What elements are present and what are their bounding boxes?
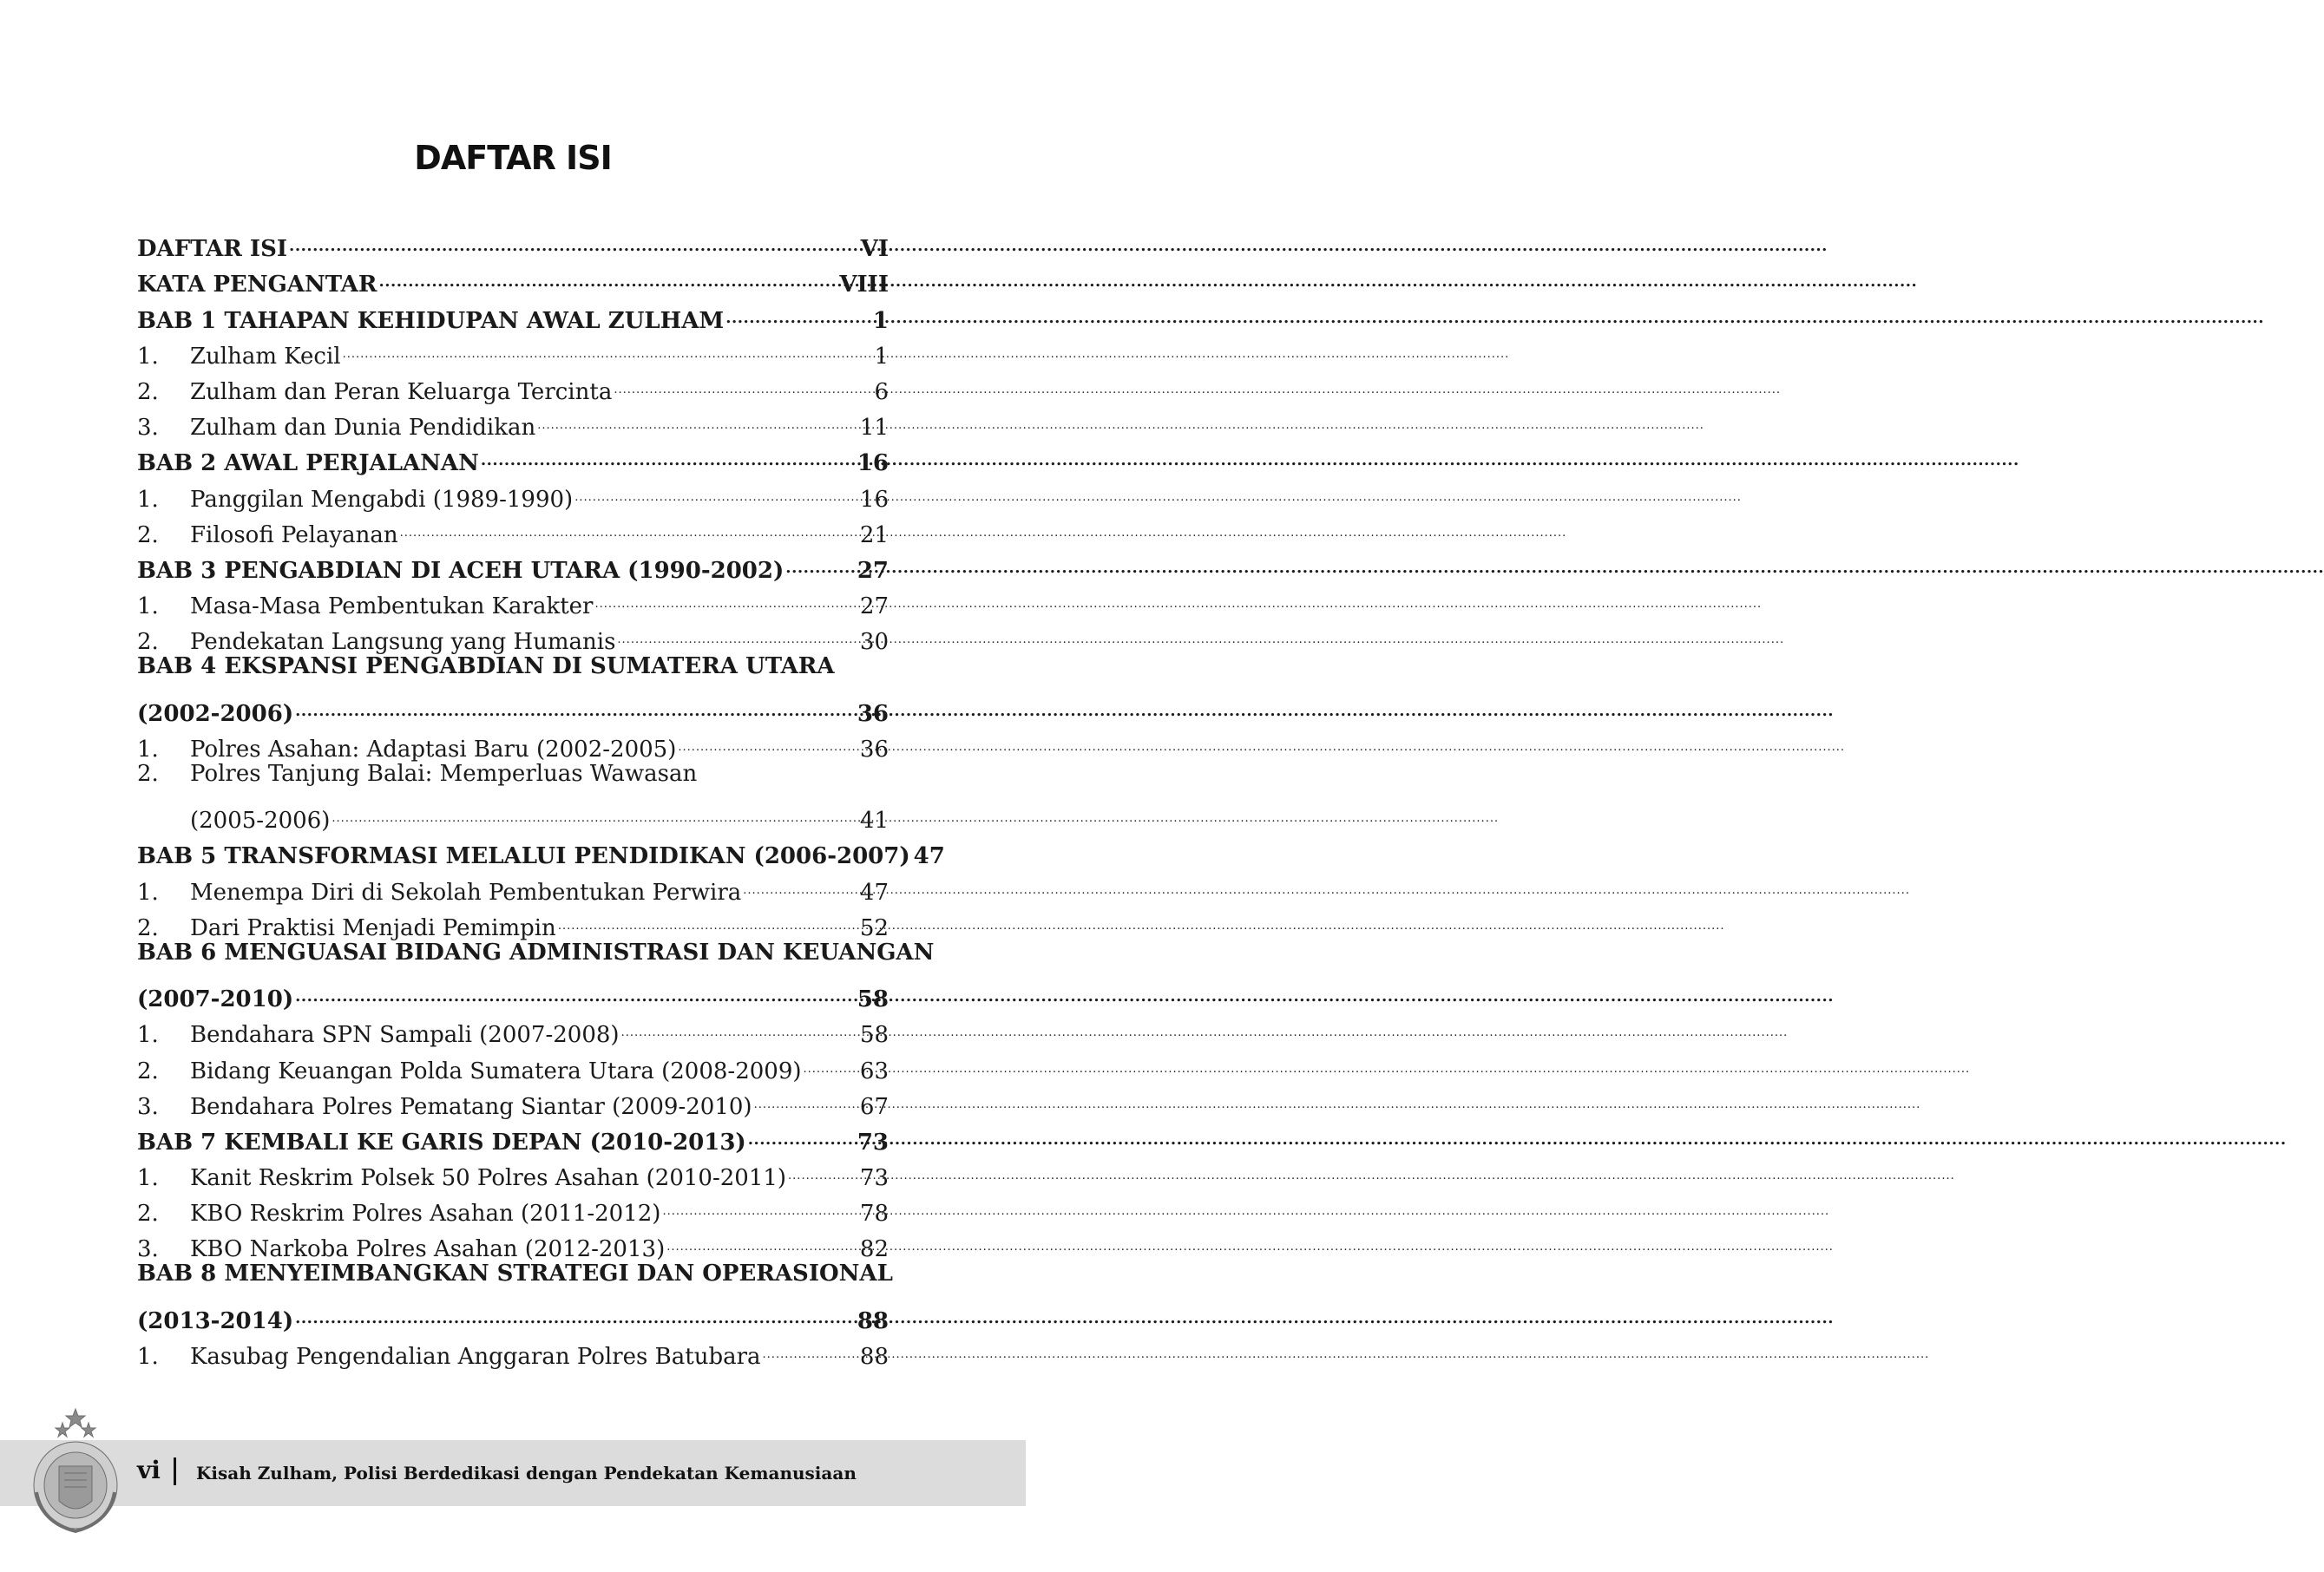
toc-entry-title: Zulham Kecil (190, 343, 341, 370)
toc-entry-title: Polres Asahan: Adaptasi Baru (2002-2005) (190, 736, 677, 763)
toc-leader-dots (748, 1114, 856, 1150)
toc-chapter-entry[interactable] (137, 220, 889, 263)
toc-leader-dots (481, 435, 856, 470)
toc-leader-dots (558, 900, 858, 935)
police-emblem-icon (24, 1405, 127, 1536)
toc-section-entry[interactable] (137, 792, 889, 835)
toc-leader-dots (295, 1293, 856, 1328)
toc-page-number: 67 (859, 1093, 889, 1120)
toc-entry-title: Bidang Keuangan Polda Sumatera Utara (2008-2009) (190, 1058, 802, 1084)
toc-entry-number: 3. (137, 1093, 159, 1120)
toc-leader-dots (614, 364, 872, 399)
toc-page-number: 21 (859, 521, 889, 548)
toc-leader-dots (378, 256, 837, 291)
toc-chapter-entry[interactable] (137, 971, 889, 1013)
toc-leader-dots (754, 1078, 858, 1114)
toc-page-number: 58 (859, 1022, 889, 1049)
toc-page-number: 88 (857, 1307, 889, 1334)
toc-entry-title: Pendekatan Langsung yang Humanis (190, 629, 616, 656)
toc-entry-title: BAB 3 PENGABDIAN DI ACEH UTARA (1990-2002) (137, 557, 785, 584)
toc-entry-title: (2007-2010) (137, 986, 294, 1013)
toc-page-number: 41 (859, 808, 889, 835)
toc-entry-title: BAB 2 AWAL PERJALANAN (137, 450, 479, 477)
toc-page-number: VI (860, 236, 889, 263)
toc-leader-dots (594, 578, 857, 613)
toc-page-number: 36 (857, 700, 889, 727)
toc-entry-title: BAB 1 TAHAPAN KEHIDUPAN AWAL ZULHAM (137, 307, 725, 334)
toc-entry-number: 2. (137, 760, 159, 787)
toc-entry-title: BAB 8 MENYEIMBANGKAN STRATEGI DAN OPERASIONAL (137, 1261, 893, 1287)
toc-entry-number: 1. (137, 593, 159, 620)
toc-chapter-entry[interactable] (137, 1293, 889, 1334)
toc-entry-number: 2. (137, 1201, 159, 1228)
toc-entry-title: Bendahara Polres Pematang Siantar (2009-2010) (190, 1093, 752, 1120)
toc-entry-number: 3. (137, 1236, 159, 1263)
toc-page-number: 36 (859, 736, 889, 763)
toc-leader-dots (804, 1042, 858, 1077)
toc-page-number: 27 (859, 593, 889, 620)
toc-entry-number: 1. (137, 1022, 159, 1049)
toc-page-number: 47 (913, 843, 945, 870)
toc-page-number: 47 (859, 879, 889, 906)
toc-page-number: 1 (872, 307, 889, 334)
toc-entry-number: 1. (137, 486, 159, 513)
toc-chapter-entry[interactable] (137, 684, 889, 727)
toc-entry-number: 2. (137, 378, 159, 405)
toc-chapter-entry[interactable] (137, 649, 889, 684)
toc-page-number: VIII (839, 272, 889, 298)
toc-entry-number: 1. (137, 343, 159, 370)
toc-entry-title: Dari Praktisi Menjadi Pemimpin (190, 914, 556, 941)
toc-leader-dots (295, 684, 856, 720)
toc-entry-number: 1. (137, 1344, 159, 1370)
table-of-contents (137, 220, 945, 1370)
toc-page-number: 73 (859, 1165, 889, 1192)
toc-entry-title: KBO Narkoba Polres Asahan (2012-2013) (190, 1236, 666, 1263)
toc-page-number: 73 (857, 1129, 889, 1156)
toc-entry-number: 2. (137, 629, 159, 656)
toc-page-number: 58 (857, 986, 889, 1013)
toc-leader-dots (725, 291, 871, 327)
toc-leader-dots (289, 220, 859, 256)
toc-leader-dots (785, 542, 856, 578)
toc-entry-title: Polres Tanjung Balai: Memperluas Wawasan (190, 760, 698, 787)
toc-entry-title: BAB 5 TRANSFORMASI MELALUI PENDIDIKAN (2006-2007) (137, 843, 910, 870)
toc-entry-title: Zulham dan Dunia Pendidikan (190, 415, 536, 442)
toc-leader-dots (400, 507, 858, 542)
toc-entry-title: KATA PENGANTAR (137, 272, 377, 298)
toc-page-number: 88 (859, 1344, 889, 1370)
toc-leader-dots (662, 1185, 857, 1221)
footer-book-title: Kisah Zulham, Polisi Berdedikasi dengan Pendekatan Kemanusiaan (196, 1463, 857, 1484)
toc-page-number: 82 (859, 1236, 889, 1263)
toc-entry-title: Filosofi Pelayanan (190, 521, 398, 548)
toc-leader-dots (678, 721, 858, 757)
toc-section-entry[interactable] (137, 757, 889, 792)
toc-page-number: 1 (874, 343, 889, 370)
toc-entry-title: Kanit Reskrim Polsek 50 Polres Asahan (2010-2011) (190, 1165, 787, 1192)
toc-entry-title: BAB 7 KEMBALI KE GARIS DEPAN (2010-2013) (137, 1129, 746, 1156)
toc-leader-dots (788, 1150, 858, 1185)
toc-entry-title: Masa-Masa Pembentukan Karakter (190, 593, 594, 620)
toc-chapter-entry[interactable] (137, 1256, 893, 1292)
page-title: DAFTAR ISI (414, 139, 612, 177)
toc-page-number: 52 (859, 914, 889, 941)
toc-leader-dots (621, 1006, 858, 1042)
toc-entry-title: KBO Reskrim Polres Asahan (2011-2012) (190, 1201, 661, 1228)
toc-entry-number: 1. (137, 736, 159, 763)
toc-page-number: 27 (857, 557, 889, 584)
toc-entry-title: (2005-2006) (190, 808, 331, 835)
toc-entry-title: Menempa Diri di Sekolah Pembentukan Perwira (190, 879, 742, 906)
toc-leader-dots (343, 328, 873, 364)
toc-entry-title: Kasubag Pengendalian Anggaran Polres Batubara (190, 1344, 761, 1370)
footer-separator (174, 1457, 176, 1485)
toc-chapter-entry[interactable] (137, 935, 935, 971)
toc-leader-dots (295, 971, 856, 1006)
toc-page-number: 16 (857, 450, 889, 477)
toc-page-number: 78 (859, 1201, 889, 1228)
toc-leader-dots (574, 470, 858, 506)
toc-entry-number: 2. (137, 1058, 159, 1084)
toc-page-number: 11 (859, 415, 889, 442)
toc-entry-number: 1. (137, 1165, 159, 1192)
toc-entry-number: 1. (137, 879, 159, 906)
toc-entry-title: Panggilan Mengabdi (1989-1990) (190, 486, 574, 513)
toc-entry-title: (2002-2006) (137, 700, 294, 727)
toc-entry-number: 2. (137, 521, 159, 548)
toc-leader-dots (743, 863, 858, 899)
toc-entry-title: Bendahara SPN Sampali (2007-2008) (190, 1022, 620, 1049)
toc-leader-dots (537, 399, 858, 435)
toc-leader-dots (763, 1328, 858, 1364)
toc-leader-dots (666, 1221, 858, 1256)
toc-page-number: 6 (874, 378, 889, 405)
toc-entry-title: DAFTAR ISI (137, 236, 288, 263)
toc-entry-number: 2. (137, 914, 159, 941)
toc-page-number: 63 (859, 1058, 889, 1084)
toc-entry-number: 3. (137, 415, 159, 442)
toc-entry-title: (2013-2014) (137, 1307, 294, 1334)
toc-leader-dots (332, 792, 857, 828)
toc-entry-title: BAB 6 MENGUASAI BIDANG ADMINISTRASI DAN KEUANGAN (137, 939, 935, 966)
toc-page-number: 30 (859, 629, 889, 656)
toc-leader-dots (617, 613, 857, 649)
toc-entry-title: BAB 4 EKSPANSI PENGABDIAN DI SUMATERA UTARA (137, 653, 835, 680)
toc-entry-title: Zulham dan Peran Keluarga Tercinta (190, 378, 613, 405)
footer-page-number: vi (137, 1456, 161, 1484)
toc-page-number: 16 (859, 486, 889, 513)
